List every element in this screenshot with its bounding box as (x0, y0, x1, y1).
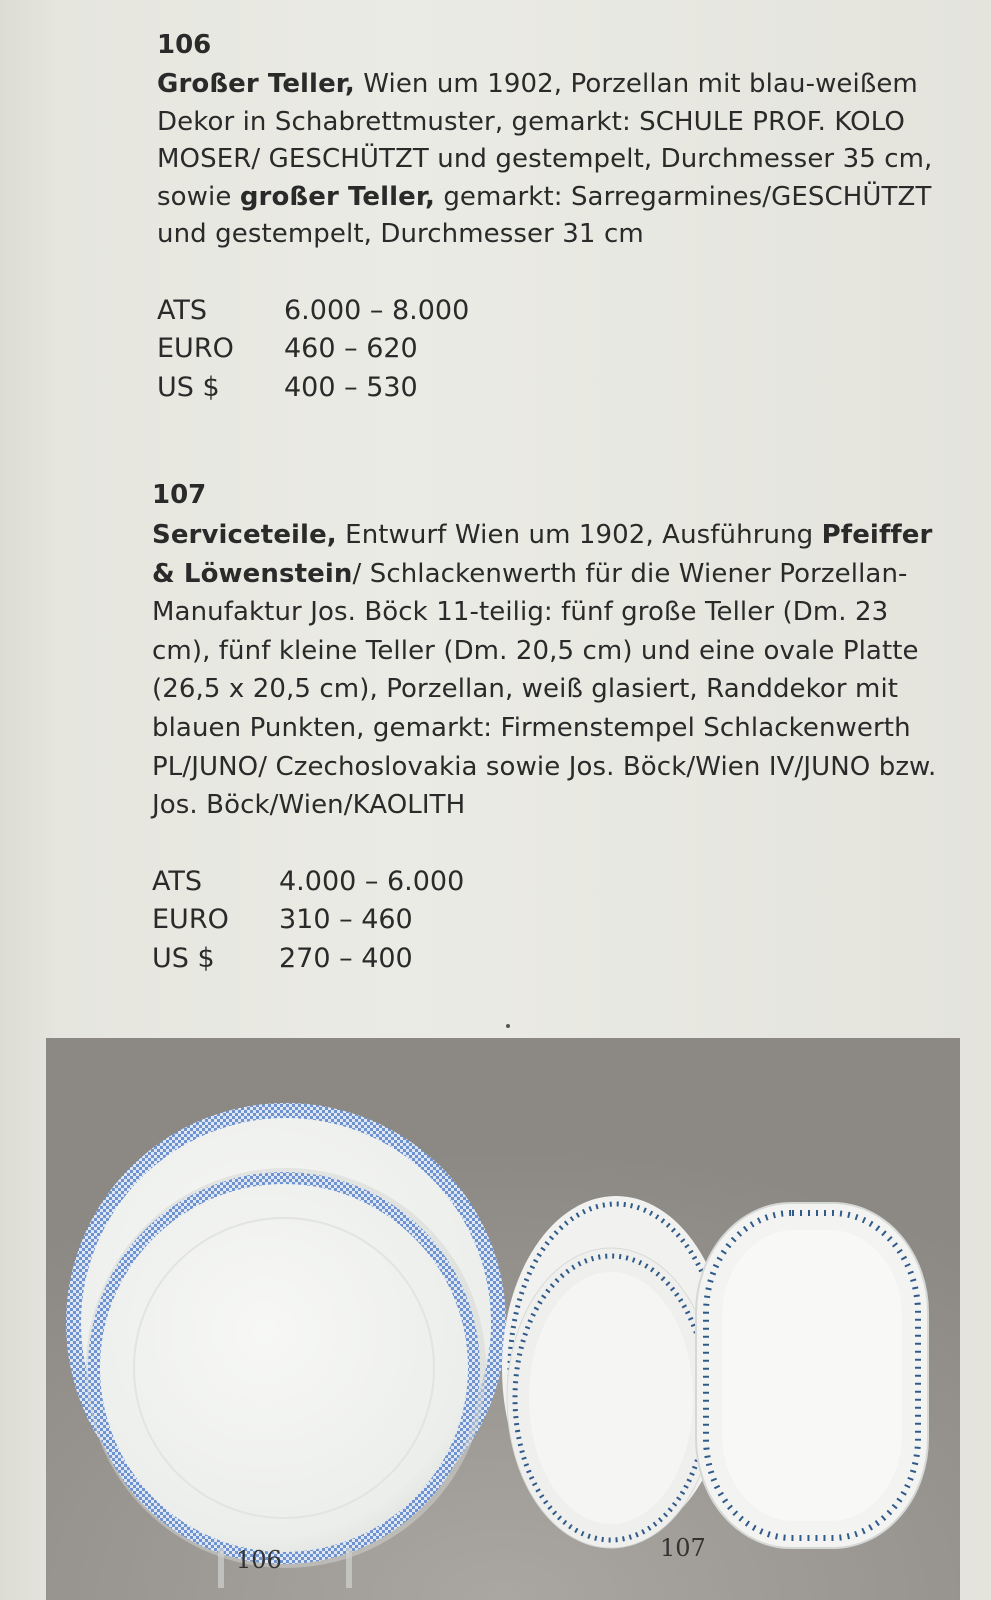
lot-text-secondary: / Schlackenwerth für die Wiener Porzellan-Manufaktur Jos. Böck 11-teilig: fünf große Teller (Dm. 23 cm), fünf kleine Teller (Dm. 20,5 cm) und eine ovale Platte (26,5 x 20,5 cm), Porzellan, weiß glasiert, Randdekor mit blauen Punkten, gemarkt: Firmenstempel Schlackenwerth PL/JUNO/ Czechoslovakia sowie Jos. Böck/Wien IV/JUNO bzw. Jos. Böck/Wien/KAOLITH (152, 558, 937, 821)
photo-illustration (46, 1038, 960, 1600)
print-speck (506, 1024, 510, 1028)
price-list (157, 292, 957, 408)
price-row (152, 863, 952, 902)
price-currency: ATS (152, 865, 203, 897)
photo-caption-106: 106 (236, 1546, 282, 1574)
price-row (157, 292, 957, 331)
plate-stand (218, 1548, 224, 1588)
lot-107 (152, 480, 952, 978)
lot-number: 106 (157, 30, 212, 60)
lot-text: Entwurf Wien um 1902, Ausführung (336, 520, 822, 550)
lot-text: Wien um 1902, Porzellan mit blau-weißem Dekor in Schabrettmuster, gemarkt: SCHULE PROF. KOLO MOSER/ GESCHÜTZT und gestempelt, Durchmesser 35 cm, sowie (157, 69, 933, 212)
price-row (152, 940, 952, 979)
price-list (152, 863, 952, 979)
lot-description (152, 516, 952, 825)
lot-maker: Pfeiffer & Löwenstein (152, 520, 933, 589)
price-range: 6.000 – 8.000 (284, 294, 470, 326)
lot-number: 107 (152, 480, 207, 510)
price-currency: US $ (157, 371, 220, 403)
price-range: 400 – 530 (284, 371, 418, 403)
plate-stand (346, 1548, 352, 1588)
lot-description (157, 66, 957, 254)
lot-title: Serviceteile, (152, 520, 337, 550)
price-currency: ATS (157, 294, 208, 326)
price-currency: EURO (152, 904, 229, 936)
platter-107-oval (696, 1203, 928, 1548)
price-range: 4.000 – 6.000 (279, 865, 465, 897)
price-row (152, 901, 952, 940)
lot-title-secondary: großer Teller, (239, 181, 435, 212)
lot-text-secondary: gemarkt: Sarregarmines/GESCHÜTZT und gestempelt, Durchmesser 31 cm (157, 181, 932, 249)
product-photo (46, 1038, 960, 1600)
price-range: 310 – 460 (279, 904, 413, 936)
lot-106 (157, 30, 957, 407)
price-currency: US $ (152, 942, 215, 974)
lot-title: Großer Teller, (157, 69, 355, 99)
price-row (157, 330, 957, 369)
price-range: 270 – 400 (279, 942, 413, 974)
plate-106-front (86, 1168, 486, 1568)
photo-caption-107: 107 (660, 1534, 706, 1562)
price-currency: EURO (157, 333, 234, 364)
price-range: 460 – 620 (284, 333, 418, 364)
price-row (157, 369, 957, 408)
